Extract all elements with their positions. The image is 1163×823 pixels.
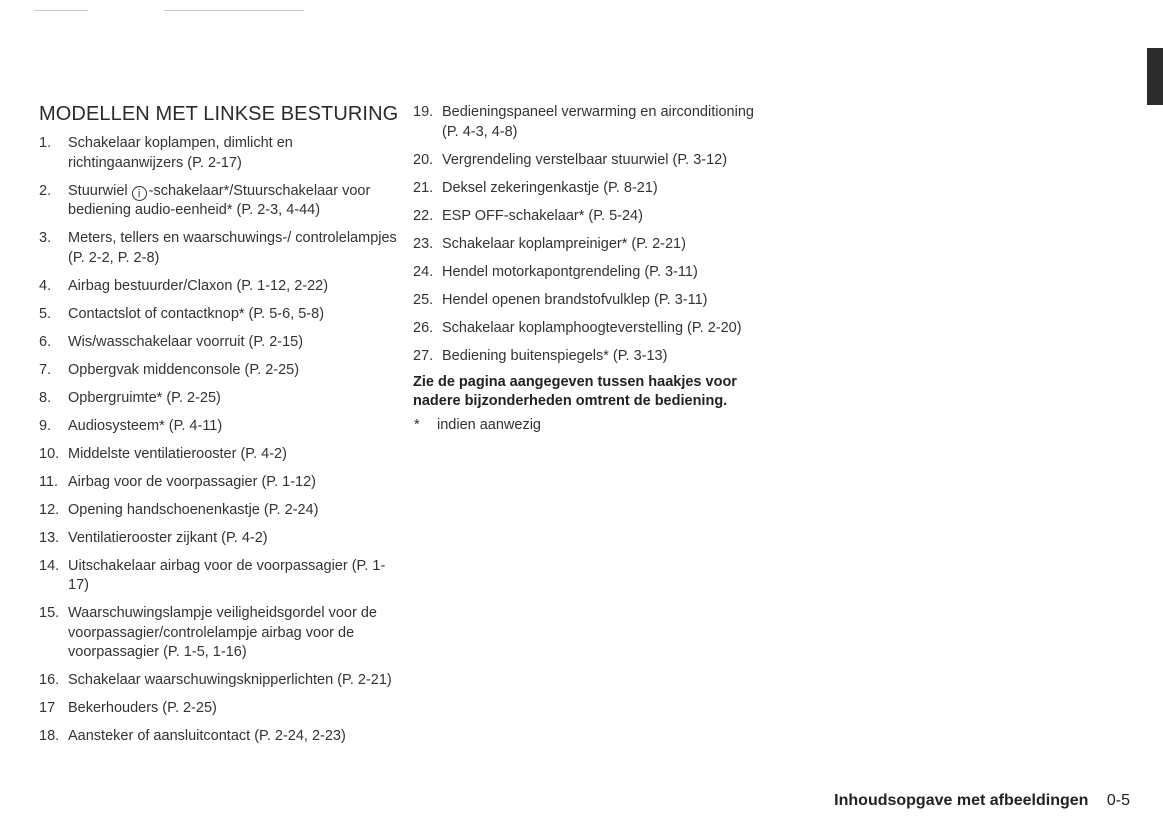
item-text: Bedieningspaneel verwarming en airconditioning (P. 4-3, 4-8) bbox=[442, 104, 754, 140]
top-decorative-rule bbox=[34, 10, 88, 11]
item-text: Meters, tellers en waarschuwings-/ controlelampjes (P. 2-2, P. 2-8) bbox=[68, 230, 397, 266]
item-text: Hendel openen brandstofvulklep (P. 3-11) bbox=[442, 291, 708, 308]
list-item bbox=[39, 229, 399, 268]
item-number: 15. bbox=[39, 605, 60, 621]
item-number: 19. bbox=[413, 104, 434, 120]
item-text: Uitschakelaar airbag voor de voorpassagier (P. 1-17) bbox=[68, 557, 386, 593]
item-text: Airbag voor de voorpassagier (P. 1-12) bbox=[68, 473, 316, 490]
footnote-text: indien aanwezig bbox=[437, 416, 541, 433]
list-item bbox=[39, 417, 399, 437]
info-circle-icon: i bbox=[132, 186, 147, 201]
list-item bbox=[39, 333, 399, 353]
item-text: Audiosysteem* (P. 4-11) bbox=[68, 417, 223, 434]
item-text-before-icon: Stuurwiel bbox=[68, 182, 128, 199]
item-text bbox=[68, 182, 399, 221]
item-text: Waarschuwingslampje veiligheidsgordel voor de voorpassagier/controlelampje airbag voor de voorpassagier (P. 1-5, 1-16) bbox=[68, 605, 377, 660]
item-text: Airbag bestuurder/Claxon (P. 1-12, 2-22) bbox=[68, 277, 329, 294]
item-number: 3. bbox=[39, 230, 52, 246]
right-column bbox=[413, 103, 773, 435]
item-text: Middelste ventilatierooster (P. 4-2) bbox=[68, 445, 287, 462]
footnote-asterisk: * bbox=[414, 416, 420, 433]
item-number: 7. bbox=[39, 361, 52, 378]
item-number: 23. bbox=[413, 235, 434, 252]
list-item bbox=[39, 389, 399, 409]
item-number: 26. bbox=[413, 319, 434, 336]
item-text-after-icon: -schakelaar*/Stuurschakelaar voor bediening audio-eenheid* (P. 2-3, 4-44) bbox=[68, 182, 371, 218]
item-number: 25. bbox=[413, 291, 434, 308]
item-number: 21. bbox=[413, 179, 434, 196]
left-column bbox=[39, 100, 399, 755]
list-item bbox=[39, 182, 399, 221]
list-item bbox=[413, 347, 773, 367]
item-number: 11. bbox=[39, 473, 59, 490]
list-item bbox=[413, 319, 773, 339]
footnote bbox=[413, 416, 773, 436]
list-item bbox=[413, 103, 773, 142]
item-number: 22. bbox=[413, 207, 434, 224]
list-item bbox=[413, 179, 773, 199]
page-number: 0-5 bbox=[1106, 792, 1130, 809]
chapter-thumb-tab bbox=[1147, 48, 1163, 105]
item-number: 4. bbox=[39, 277, 52, 294]
item-text: Opbergvak middenconsole (P. 2-25) bbox=[68, 361, 300, 378]
list-item bbox=[39, 671, 399, 691]
item-text: Schakelaar koplampen, dimlicht en richtingaanwijzers (P. 2-17) bbox=[68, 135, 293, 171]
list-item bbox=[39, 361, 399, 381]
list-item bbox=[413, 291, 773, 311]
item-text: Schakelaar waarschuwingsknipperlichten (P. 2-21) bbox=[68, 672, 392, 688]
item-text: Deksel zekeringenkastje (P. 8-21) bbox=[442, 179, 658, 196]
item-number: 1. bbox=[39, 135, 52, 151]
section-title: MODELLEN MET LINKSE BESTURING bbox=[39, 103, 399, 125]
list-item bbox=[39, 699, 399, 719]
item-number: 17 bbox=[39, 700, 56, 716]
item-text: Ventilatierooster zijkant (P. 4-2) bbox=[68, 529, 268, 546]
item-number: 6. bbox=[39, 333, 52, 350]
list-item bbox=[413, 151, 773, 171]
item-number: 24. bbox=[413, 263, 434, 280]
list-item bbox=[39, 604, 399, 663]
list-item bbox=[413, 207, 773, 227]
list-item bbox=[39, 529, 399, 549]
reference-note: Zie de pagina aangegeven tussen haakjes voor nadere bijzonderheden omtrent de bediening. bbox=[413, 373, 737, 409]
list-item bbox=[39, 473, 399, 493]
item-number: 5. bbox=[39, 305, 52, 322]
top-decorative-rule bbox=[164, 10, 304, 11]
list-item bbox=[413, 263, 773, 283]
item-number: 10. bbox=[39, 445, 60, 462]
item-text: Bediening buitenspiegels* (P. 3-13) bbox=[442, 347, 668, 364]
list-item bbox=[39, 305, 399, 325]
list-item bbox=[413, 235, 773, 255]
item-text: Aansteker of aansluitcontact (P. 2-24, 2-23) bbox=[68, 728, 346, 744]
item-text: ESP OFF-schakelaar* (P. 5-24) bbox=[442, 207, 643, 224]
item-text: Schakelaar koplamphoogteverstelling (P. 2-20) bbox=[442, 319, 742, 336]
item-number: 2. bbox=[39, 182, 52, 199]
list-item bbox=[39, 501, 399, 521]
item-text: Vergrendeling verstelbaar stuurwiel (P. 3-12) bbox=[442, 151, 728, 168]
item-text: Bekerhouders (P. 2-25) bbox=[68, 700, 217, 716]
item-number: 16. bbox=[39, 672, 60, 688]
item-number: 8. bbox=[39, 389, 52, 406]
item-text: Contactslot of contactknop* (P. 5-6, 5-8) bbox=[68, 305, 325, 322]
list-item bbox=[39, 727, 399, 747]
item-number: 14. bbox=[39, 557, 60, 574]
item-text: Opening handschoenenkastje (P. 2-24) bbox=[68, 501, 319, 518]
item-number: 9. bbox=[39, 417, 52, 434]
item-text: Hendel motorkapontgrendeling (P. 3-11) bbox=[442, 263, 698, 280]
page-footer bbox=[834, 792, 1130, 810]
list-item bbox=[39, 557, 399, 596]
list-item bbox=[39, 277, 399, 297]
item-number: 13. bbox=[39, 529, 60, 546]
item-text: Opbergruimte* (P. 2-25) bbox=[68, 389, 221, 406]
item-text: Wis/wasschakelaar voorruit (P. 2-15) bbox=[68, 333, 304, 350]
list-item bbox=[39, 445, 399, 465]
list-item bbox=[39, 134, 399, 173]
footer-title: Inhoudsopgave met afbeeldingen bbox=[834, 792, 1089, 809]
item-text: Schakelaar koplampreiniger* (P. 2-21) bbox=[442, 235, 686, 252]
item-number: 27. bbox=[413, 347, 434, 364]
item-number: 20. bbox=[413, 151, 434, 168]
item-number: 18. bbox=[39, 728, 60, 744]
item-number: 12. bbox=[39, 501, 60, 518]
